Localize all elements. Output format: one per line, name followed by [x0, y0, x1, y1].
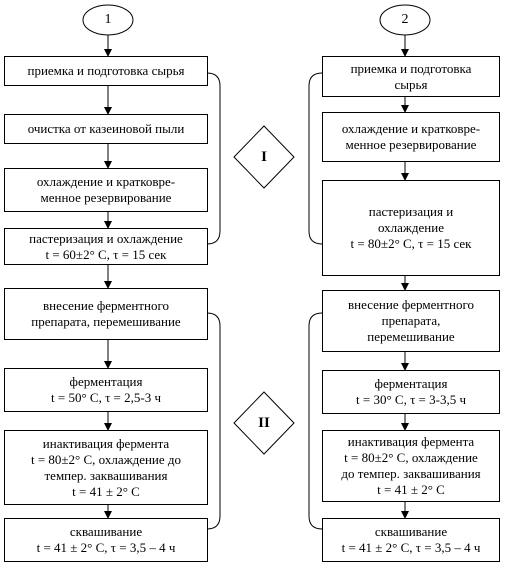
bracket-right-I	[309, 73, 322, 244]
flow1-step-cleaning: очистка от казеиновой пыли	[4, 114, 208, 144]
flow1-step-enzyme-addition: внесение ферментного препарата, перемешивание	[4, 288, 208, 340]
flow2-step-souring: сквашивание t = 41 ± 2° С, τ = 3,5 – 4 ч	[322, 518, 500, 562]
start-label-1: 1	[104, 12, 112, 27]
bracket-right-II	[309, 313, 322, 529]
bracket-left-I	[207, 73, 220, 244]
flow2-step-cooling: охлаждение и кратковре- менное резервирование	[322, 112, 500, 162]
flow2-step-intake: приемка и подготовка сырья	[322, 56, 500, 97]
flow2-step-enzyme-addition: внесение ферментного препарата, перемешивание	[322, 290, 500, 352]
start-label-2: 2	[401, 12, 409, 27]
flow1-step-cooling: охлаждение и кратковре- менное резервирование	[4, 168, 208, 212]
flow1-step-intake: приемка и подготовка сырья	[4, 56, 208, 86]
flow1-step-inactivation: инактивация фермента t = 80±2° С, охлаждение до темпер. заквашивания t = 41 ± 2° С	[4, 430, 208, 505]
bracket-left-II	[207, 313, 220, 529]
connector-label-II: II	[258, 414, 270, 431]
flow2-step-fermentation: ферментация t = 30° С, τ = 3-3,5 ч	[322, 370, 500, 414]
flow1-step-fermentation: ферментация t = 50° С, τ = 2,5-3 ч	[4, 368, 208, 412]
flow2-step-pasteurization: пастеризация и охлаждение t = 80±2° С, τ = 15 сек	[322, 180, 500, 276]
flow1-step-pasteurization: пастеризация и охлаждение t = 60±2° С, τ = 15 сек	[4, 228, 208, 265]
flow2-step-inactivation: инактивация фермента t = 80±2° С, охлаждение до темпер. заквашивания t = 41 ± 2° С	[322, 430, 500, 502]
connector-label-I: I	[261, 148, 267, 165]
flow1-step-souring: сквашивание t = 41 ± 2° С, τ = 3,5 – 4 ч	[4, 518, 208, 562]
